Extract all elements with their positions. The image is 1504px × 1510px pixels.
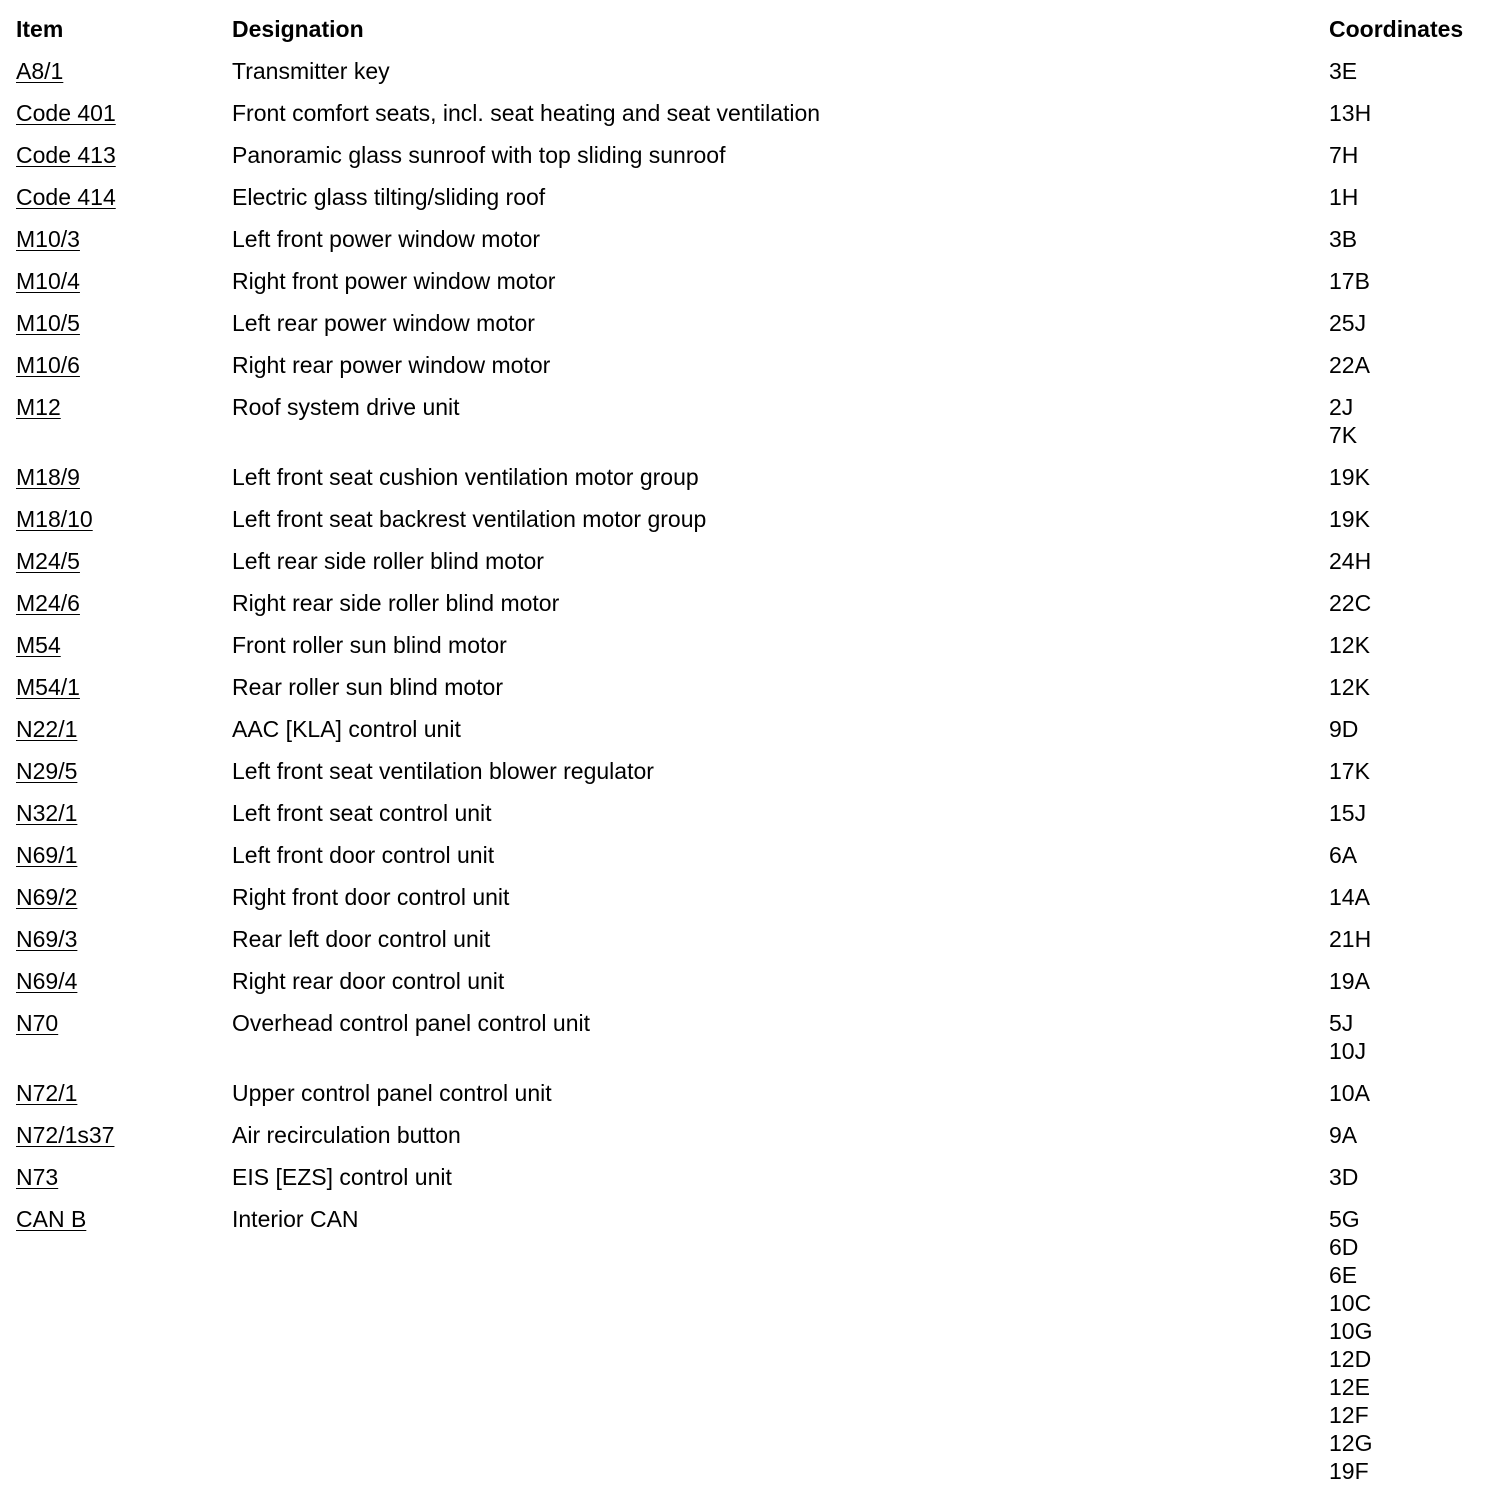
designation-cell: Left front seat cushion ventilation motor group	[232, 464, 699, 490]
designation-cell: Front comfort seats, incl. seat heating and seat ventilation	[232, 100, 821, 126]
item-link[interactable]: N73	[16, 1164, 59, 1190]
item-cell	[16, 967, 232, 995]
coordinate-value: 12K	[1329, 632, 1370, 658]
table-row	[16, 547, 1496, 589]
item-link[interactable]: CAN B	[16, 1206, 87, 1232]
coordinates-cell	[1329, 547, 1489, 575]
coordinate-value: 12K	[1329, 674, 1370, 700]
item-link[interactable]: N69/3	[16, 926, 78, 952]
item-cell	[16, 267, 232, 295]
item-cell	[16, 463, 232, 491]
table-row	[16, 1121, 1496, 1163]
coordinate-value: 10J	[1329, 1038, 1367, 1064]
table-row	[16, 393, 1496, 463]
coordinates-column-header: Coordinates	[1329, 16, 1464, 42]
table-row	[16, 967, 1496, 1009]
item-cell	[16, 925, 232, 953]
designation-cell: Transmitter key	[232, 58, 390, 84]
coordinate-value: 22C	[1329, 590, 1372, 616]
item-link[interactable]: Code 413	[16, 142, 116, 168]
coordinate-value: 19K	[1329, 506, 1370, 532]
coordinates-cell	[1329, 841, 1489, 869]
coordinates-cell	[1329, 505, 1489, 533]
coordinates-cell	[1329, 99, 1489, 127]
coordinate-value: 25J	[1329, 310, 1367, 336]
designation-cell: AAC [KLA] control unit	[232, 716, 461, 742]
item-cell	[16, 841, 232, 869]
item-cell	[16, 1009, 232, 1037]
coordinate-value: 12D	[1329, 1346, 1372, 1372]
table-row	[16, 1205, 1496, 1499]
coordinate-value: 9D	[1329, 716, 1359, 742]
item-link[interactable]: M12	[16, 394, 61, 420]
item-link[interactable]: Code 401	[16, 100, 116, 126]
item-cell	[16, 1079, 232, 1107]
coordinates-cell	[1329, 267, 1489, 295]
header-row	[16, 15, 1496, 57]
coordinate-value: 5G	[1329, 1206, 1360, 1232]
item-link[interactable]: N72/1	[16, 1080, 78, 1106]
coordinate-value: 19A	[1329, 968, 1370, 994]
coordinates-cell	[1329, 1121, 1489, 1149]
item-cell	[16, 1121, 232, 1149]
coordinate-value: 22A	[1329, 352, 1370, 378]
designation-cell: Left front power window motor	[232, 226, 541, 252]
coordinate-value: 13H	[1329, 100, 1372, 126]
coordinates-cell	[1329, 925, 1489, 953]
coordinate-value: 1H	[1329, 184, 1359, 210]
coordinate-value: 6D	[1329, 1234, 1359, 1260]
table-row	[16, 883, 1496, 925]
item-link[interactable]: N29/5	[16, 758, 78, 784]
coordinates-cell	[1329, 673, 1489, 701]
table-row	[16, 463, 1496, 505]
item-cell	[16, 673, 232, 701]
item-cell	[16, 505, 232, 533]
item-cell	[16, 715, 232, 743]
coordinate-value: 7H	[1329, 142, 1359, 168]
item-link[interactable]: Code 414	[16, 184, 116, 210]
coordinates-cell	[1329, 351, 1489, 379]
item-link[interactable]: N69/2	[16, 884, 78, 910]
item-column-header: Item	[16, 16, 64, 42]
item-link[interactable]: M10/4	[16, 268, 80, 294]
designation-cell: Electric glass tilting/sliding roof	[232, 184, 546, 210]
coordinate-value: 5J	[1329, 1010, 1354, 1036]
coordinate-value: 19K	[1329, 464, 1370, 490]
item-link[interactable]: A8/1	[16, 58, 64, 84]
designation-cell: Left front door control unit	[232, 842, 495, 868]
coordinates-cell	[1329, 1079, 1489, 1107]
item-link[interactable]: M10/3	[16, 226, 80, 252]
coordinates-cell	[1329, 589, 1489, 617]
coordinate-value: 3D	[1329, 1164, 1359, 1190]
coordinate-value: 10G	[1329, 1318, 1373, 1344]
coordinate-value: 10A	[1329, 1080, 1370, 1106]
item-link[interactable]: M18/10	[16, 506, 93, 532]
table-row	[16, 589, 1496, 631]
designation-cell: Left front seat ventilation blower regulator	[232, 758, 654, 784]
item-link[interactable]: N70	[16, 1010, 59, 1036]
designation-cell: Upper control panel control unit	[232, 1080, 552, 1106]
designation-cell: Right rear side roller blind motor	[232, 590, 560, 616]
coordinates-cell	[1329, 967, 1489, 995]
designation-cell: Left front seat backrest ventilation motor group	[232, 506, 707, 532]
item-link[interactable]: N69/1	[16, 842, 78, 868]
item-cell	[16, 309, 232, 337]
table-row	[16, 141, 1496, 183]
coordinate-value: 14A	[1329, 884, 1370, 910]
coordinate-value: 17B	[1329, 268, 1370, 294]
coordinates-cell	[1329, 715, 1489, 743]
coordinates-cell	[1329, 141, 1489, 169]
item-cell	[16, 141, 232, 169]
coordinates-cell	[1329, 1009, 1489, 1065]
item-cell	[16, 757, 232, 785]
item-link[interactable]: N22/1	[16, 716, 78, 742]
item-link[interactable]: M10/6	[16, 352, 80, 378]
table-body	[16, 57, 1496, 1499]
table-row	[16, 351, 1496, 393]
item-cell	[16, 57, 232, 85]
designation-cell: Right front door control unit	[232, 884, 510, 910]
designation-cell: Left rear power window motor	[232, 310, 535, 336]
designation-cell: Rear roller sun blind motor	[232, 674, 504, 700]
coordinates-cell	[1329, 463, 1489, 491]
coordinate-value: 3E	[1329, 58, 1358, 84]
coordinates-cell	[1329, 57, 1489, 85]
coordinates-cell	[1329, 183, 1489, 211]
item-link[interactable]: M24/5	[16, 548, 80, 574]
legend-table	[16, 15, 1496, 1499]
coordinate-value: 12G	[1329, 1430, 1373, 1456]
table-row	[16, 715, 1496, 757]
designation-cell: Overhead control panel control unit	[232, 1010, 590, 1036]
coordinate-value: 21H	[1329, 926, 1372, 952]
item-link[interactable]: M54	[16, 632, 61, 658]
coordinate-value: 10C	[1329, 1290, 1372, 1316]
coordinate-value: 15J	[1329, 800, 1367, 826]
item-cell	[16, 351, 232, 379]
table-row	[16, 631, 1496, 673]
item-link[interactable]: N69/4	[16, 968, 78, 994]
coordinate-value: 12F	[1329, 1402, 1369, 1428]
table-row	[16, 799, 1496, 841]
designation-cell: Right rear power window motor	[232, 352, 551, 378]
item-link[interactable]: M24/6	[16, 590, 80, 616]
coordinates-cell	[1329, 1205, 1489, 1485]
table-row	[16, 309, 1496, 351]
item-link[interactable]: M54/1	[16, 674, 80, 700]
coordinate-value: 24H	[1329, 548, 1372, 574]
coordinate-value: 12E	[1329, 1374, 1370, 1400]
table-row	[16, 99, 1496, 141]
coordinate-value: 6A	[1329, 842, 1358, 868]
coordinates-cell	[1329, 309, 1489, 337]
designation-cell: Right front power window motor	[232, 268, 556, 294]
item-cell	[16, 1163, 232, 1191]
designation-cell: Right rear door control unit	[232, 968, 505, 994]
item-link[interactable]: N32/1	[16, 800, 78, 826]
coordinate-value: 3B	[1329, 226, 1358, 252]
table-row	[16, 925, 1496, 967]
coordinates-cell	[1329, 393, 1489, 449]
table-row	[16, 1079, 1496, 1121]
coordinates-cell	[1329, 757, 1489, 785]
coordinate-value: 19F	[1329, 1458, 1369, 1484]
coordinates-cell	[1329, 225, 1489, 253]
table-row	[16, 57, 1496, 99]
table-row	[16, 225, 1496, 267]
item-cell	[16, 631, 232, 659]
designation-cell: Front roller sun blind motor	[232, 632, 507, 658]
item-link[interactable]: M10/5	[16, 310, 80, 336]
coordinate-value: 7K	[1329, 422, 1358, 448]
item-cell	[16, 547, 232, 575]
coordinates-cell	[1329, 883, 1489, 911]
table-row	[16, 267, 1496, 309]
item-cell	[16, 589, 232, 617]
coordinates-cell	[1329, 799, 1489, 827]
item-cell	[16, 1205, 232, 1233]
table-row	[16, 757, 1496, 799]
coordinate-value: 17K	[1329, 758, 1370, 784]
table-row	[16, 183, 1496, 225]
item-cell	[16, 883, 232, 911]
designation-cell: Roof system drive unit	[232, 394, 460, 420]
designation-cell: Panoramic glass sunroof with top sliding sunroof	[232, 142, 726, 168]
coordinate-value: 2J	[1329, 394, 1354, 420]
coordinate-value: 6E	[1329, 1262, 1358, 1288]
table-row	[16, 1009, 1496, 1079]
item-cell	[16, 183, 232, 211]
table-row	[16, 673, 1496, 715]
designation-column-header: Designation	[232, 16, 364, 42]
coordinate-value: 9A	[1329, 1122, 1358, 1148]
designation-cell: EIS [EZS] control unit	[232, 1164, 452, 1190]
item-cell	[16, 799, 232, 827]
coordinates-cell	[1329, 1163, 1489, 1191]
table-row	[16, 1163, 1496, 1205]
table-row	[16, 505, 1496, 547]
table-row	[16, 841, 1496, 883]
designation-cell: Rear left door control unit	[232, 926, 491, 952]
designation-cell: Air recirculation button	[232, 1122, 461, 1148]
designation-cell: Interior CAN	[232, 1206, 359, 1232]
item-link[interactable]: N72/1s37	[16, 1122, 115, 1148]
item-cell	[16, 393, 232, 421]
coordinates-cell	[1329, 631, 1489, 659]
item-cell	[16, 225, 232, 253]
designation-cell: Left front seat control unit	[232, 800, 492, 826]
designation-cell: Left rear side roller blind motor	[232, 548, 544, 574]
item-cell	[16, 99, 232, 127]
item-link[interactable]: M18/9	[16, 464, 80, 490]
